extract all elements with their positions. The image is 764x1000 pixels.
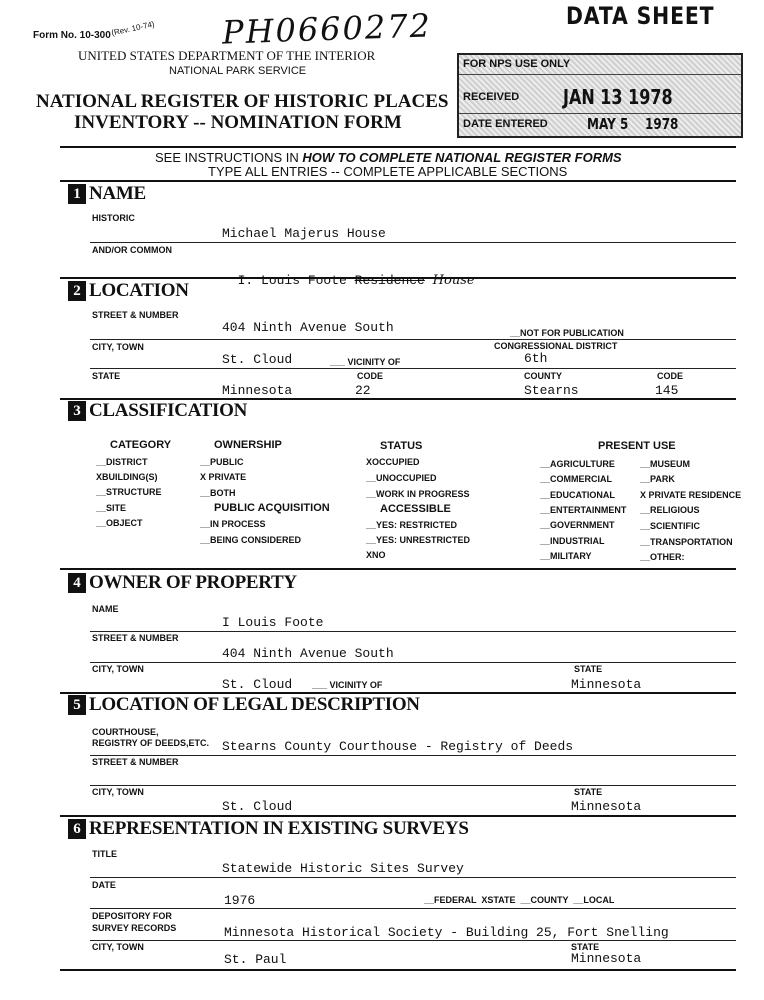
section-location-header [68, 279, 189, 303]
status-occupied[interactable]: XOCCUPIED [366, 457, 420, 467]
section-title: LOCATION OF LEGAL DESCRIPTION [89, 694, 420, 715]
service-name: NATIONAL PARK SERVICE [169, 65, 307, 77]
section-title: CLASSIFICATION [89, 400, 248, 421]
section-number: 1 [68, 184, 86, 204]
accessible-heading: ACCESSIBLE [380, 503, 451, 515]
registry-label: REGISTRY OF DEEDS,ETC. [92, 738, 210, 748]
survey-title-value: Statewide Historic Sites Survey [222, 861, 464, 876]
section-owner-header [68, 571, 297, 595]
use-military[interactable]: __MILITARY [540, 551, 592, 561]
status-unoccupied[interactable]: __UNOCCUPIED [366, 473, 437, 483]
handwritten-correction: House [432, 273, 475, 288]
struck-word: Residence [354, 273, 425, 288]
form-number: Form No. 10-300 [33, 30, 111, 41]
category-structure[interactable]: __STRUCTURE [96, 487, 162, 497]
accessible-yes-unrestricted[interactable]: __YES: UNRESTRICTED [366, 535, 471, 545]
received-label: RECEIVED [463, 91, 520, 103]
section-surveys-header [68, 817, 469, 841]
nps-use-only-box [457, 53, 743, 138]
common-name-text: I. Louis Foote [237, 273, 355, 288]
section-number: 2 [68, 281, 86, 301]
ownership-both[interactable]: __BOTH [200, 488, 236, 498]
section-title: OWNER OF PROPERTY [89, 572, 297, 593]
form-title-line1: NATIONAL REGISTER OF HISTORIC PLACES [36, 91, 449, 112]
county-value: Stearns [524, 383, 579, 398]
category-object[interactable]: __OBJECT [96, 518, 143, 528]
depository-label-line2: SURVEY RECORDS [92, 923, 177, 933]
state-code-value: 22 [355, 383, 371, 398]
section-title: NAME [89, 183, 146, 204]
survey-title-label: TITLE [92, 849, 117, 859]
acquisition-in-process[interactable]: __IN PROCESS [200, 519, 266, 529]
city-town-value: St. Cloud [222, 352, 293, 367]
owner-street-value: 404 Ninth Avenue South [222, 646, 394, 661]
use-industrial[interactable]: __INDUSTRIAL [540, 536, 605, 546]
owner-city-label: CITY, TOWN [92, 664, 144, 674]
survey-date-label: DATE [92, 880, 116, 890]
survey-city-label: CITY, TOWN [92, 942, 144, 952]
section-number: 5 [68, 695, 86, 715]
section-title: LOCATION [89, 280, 189, 301]
owner-name-label: NAME [92, 604, 119, 614]
survey-state-label: STATE [571, 942, 600, 952]
form-title-line2: INVENTORY -- NOMINATION FORM [74, 112, 402, 133]
use-private-residence[interactable]: X PRIVATE RESIDENCE [640, 490, 742, 500]
use-other[interactable]: __OTHER: [640, 552, 685, 562]
ownership-private[interactable]: X PRIVATE [200, 472, 247, 482]
instructions-line1 [155, 150, 622, 165]
section-number: 4 [68, 573, 86, 593]
category-site[interactable]: __SITE [96, 503, 127, 513]
ownership-public[interactable]: __PUBLIC [200, 457, 244, 467]
historic-name-value: Michael Majerus House [222, 226, 386, 241]
received-date-stamp: JAN 13 1978 [563, 85, 673, 109]
owner-name-value: I Louis Foote [222, 615, 324, 630]
date-entered-label: DATE ENTERED [463, 118, 548, 130]
use-museum[interactable]: __MUSEUM [640, 459, 691, 469]
acquisition-being-considered[interactable]: __BEING CONSIDERED [200, 535, 302, 545]
section-legal-header [68, 693, 420, 717]
survey-date-value: 1976 [224, 893, 256, 908]
status-work-in-progress[interactable]: __WORK IN PROGRESS [366, 489, 470, 499]
use-agriculture[interactable]: __AGRICULTURE [540, 459, 615, 469]
form-revision: (Rev. 10-74) [110, 19, 156, 38]
legal-state-label: STATE [574, 787, 603, 797]
historic-label: HISTORIC [92, 213, 135, 223]
date-entered-stamp: MAY 5 1978 [587, 115, 679, 133]
owner-city-value: St. Cloud [222, 677, 293, 692]
depository-label-line1: DEPOSITORY FOR [92, 911, 172, 921]
use-park[interactable]: __PARK [640, 474, 675, 484]
legal-city-label: CITY, TOWN [92, 787, 144, 797]
vicinity-of-label: ___ VICINITY OF [330, 357, 401, 367]
accessible-no[interactable]: XNO [366, 550, 386, 560]
accessible-yes-restricted[interactable]: __YES: RESTRICTED [366, 520, 458, 530]
state-value: Minnesota [222, 383, 293, 398]
courthouse-label: COURTHOUSE, [92, 727, 159, 737]
use-scientific[interactable]: __SCIENTIFIC [640, 521, 701, 531]
congressional-district-value: 6th [524, 351, 548, 366]
state-label: STATE [92, 371, 121, 381]
legal-state-value: Minnesota [571, 799, 642, 814]
instructions-line2: TYPE ALL ENTRIES -- COMPLETE APPLICABLE SECTIONS [208, 164, 568, 179]
use-transportation[interactable]: __TRANSPORTATION [640, 537, 733, 547]
section-number: 3 [68, 401, 86, 421]
congressional-district-label: CONGRESSIONAL DISTRICT [494, 341, 618, 351]
survey-level-options: __FEDERAL XSTATE __COUNTY __LOCAL [424, 895, 615, 905]
street-number-value: 404 Ninth Avenue South [222, 320, 394, 335]
category-heading: CATEGORY [110, 439, 172, 451]
use-educational[interactable]: __EDUCATIONAL [540, 490, 615, 500]
instructions-title: HOW TO COMPLETE NATIONAL REGISTER FORMS [302, 150, 622, 165]
use-commercial[interactable]: __COMMERCIAL [540, 474, 613, 484]
courthouse-value: Stearns County Courthouse - Registry of Deeds [222, 739, 574, 754]
not-for-publication: __NOT FOR PUBLICATION [510, 328, 624, 338]
category-district[interactable]: __DISTRICT [96, 457, 148, 467]
use-entertainment[interactable]: __ENTERTAINMENT [540, 505, 627, 515]
common-name-label: AND/OR COMMON [92, 245, 172, 255]
category-buildings[interactable]: XBUILDING(S) [96, 472, 158, 482]
street-number-label: STREET & NUMBER [92, 310, 179, 320]
section-name-header [68, 182, 146, 206]
depository-value: Minnesota Historical Society - Building 25, Fort Snelling [224, 925, 669, 940]
county-code-label: CODE [657, 371, 684, 381]
instructions-prefix: SEE INSTRUCTIONS IN [155, 150, 303, 165]
handwritten-reference-number: PH0660272 [221, 6, 433, 52]
owner-street-label: STREET & NUMBER [92, 633, 179, 643]
present-use-heading: PRESENT USE [598, 440, 676, 452]
data-sheet-stamp: DATA SHEET [566, 2, 715, 30]
section-title: REPRESENTATION IN EXISTING SURVEYS [89, 818, 469, 839]
public-acquisition-heading: PUBLIC ACQUISITION [214, 502, 330, 514]
owner-vicinity-label: ___ VICINITY OF [312, 680, 383, 690]
nps-box-header: FOR NPS USE ONLY [463, 58, 571, 70]
common-name-value [222, 258, 475, 288]
owner-state-label: STATE [574, 664, 603, 674]
survey-state-value: Minnesota [571, 951, 642, 966]
legal-street-label: STREET & NUMBER [92, 757, 179, 767]
legal-city-value: St. Cloud [222, 799, 293, 814]
department-name: UNITED STATES DEPARTMENT OF THE INTERIOR [78, 48, 376, 63]
state-code-label: CODE [357, 371, 384, 381]
county-code-value: 145 [655, 383, 679, 398]
section-classification-header [68, 399, 247, 423]
survey-city-value: St. Paul [224, 952, 287, 967]
section-number: 6 [68, 819, 86, 839]
county-label: COUNTY [524, 371, 562, 381]
status-heading: STATUS [380, 440, 423, 452]
city-town-label: CITY, TOWN [92, 342, 144, 352]
ownership-heading: OWNERSHIP [214, 439, 282, 451]
use-religious[interactable]: __RELIGIOUS [640, 505, 700, 515]
use-government[interactable]: __GOVERNMENT [540, 520, 615, 530]
owner-state-value: Minnesota [571, 677, 642, 692]
